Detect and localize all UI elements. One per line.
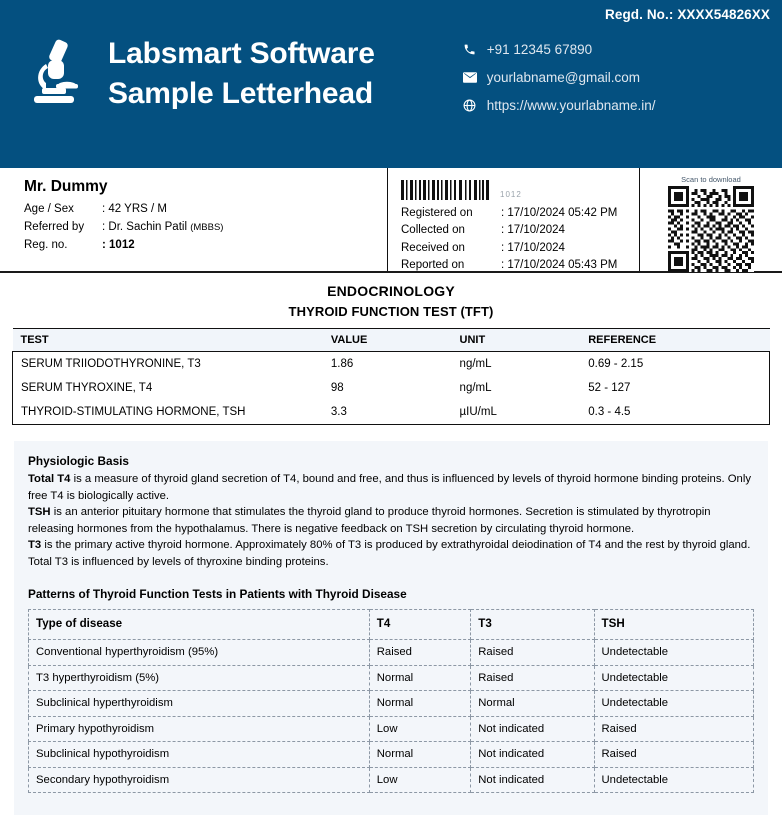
pattern-t3: Not indicated [471, 767, 594, 792]
contact-list [463, 32, 656, 113]
timestamp-value: : 17/10/2024 05:42 PM [501, 207, 618, 219]
patient-field-reg-no [24, 237, 387, 255]
barcode-number: 1012 [500, 190, 522, 199]
results-table-wrap [0, 328, 782, 425]
timestamp-value: : 17/10/2024 [501, 224, 565, 237]
lab-name [108, 32, 375, 113]
table-row [13, 400, 770, 425]
result-unit: µIU/mL [452, 400, 581, 425]
barcode-image [401, 180, 493, 200]
pattern-t3: Raised [471, 665, 594, 690]
table-row [29, 640, 754, 665]
contact-website-text: https://www.yourlabname.in/ [486, 98, 656, 113]
patient-field-value: : 42 YRS / M [102, 203, 167, 215]
patient-field-label: Reg. no. [24, 238, 68, 251]
lab-logo [0, 32, 108, 104]
result-reference: 0.3 - 4.5 [580, 400, 769, 425]
table-row [29, 767, 754, 792]
result-reference: 52 - 127 [580, 376, 769, 400]
note-paragraph-tsh [28, 504, 754, 537]
referring-doctor: : Dr. Sachin Patil [102, 220, 188, 233]
letterhead-header [0, 0, 782, 168]
timestamp-label: Received on [401, 241, 465, 254]
lab-name-line-1: Labsmart Software [108, 37, 375, 70]
patterns-table [28, 609, 754, 793]
result-value: 98 [330, 382, 344, 394]
pattern-disease: Conventional hyperthyroidism (95%) [29, 640, 370, 665]
test-panel-title: THYROID FUNCTION TEST (TFT) [288, 304, 494, 319]
patient-field-referred-by [24, 219, 387, 237]
pattern-t4: Normal [369, 742, 471, 767]
table-row [29, 665, 754, 690]
registration-number: Regd. No.: XXXX54826XX [604, 7, 770, 22]
qr-block [640, 168, 782, 271]
pattern-disease: Primary hypothyroidism [29, 716, 370, 741]
pattern-tsh: Raised [594, 742, 754, 767]
patterns-table-title: Patterns of Thyroid Function Tests in Patients with Thyroid Disease [28, 587, 407, 602]
timestamp-reported [401, 257, 639, 274]
note-paragraph-t4 [28, 471, 754, 504]
sample-timeline [388, 168, 640, 271]
pattern-tsh: Undetectable [594, 640, 754, 665]
patterns-col-t4: T4 [369, 610, 471, 640]
results-col-reference: REFERENCE [580, 329, 769, 352]
physiologic-basis-heading: Physiologic Basis [28, 454, 129, 468]
patient-info-strip [0, 168, 782, 273]
contact-email-text: yourlabname@gmail.com [486, 70, 640, 85]
table-row [29, 691, 754, 716]
table-row [13, 376, 770, 400]
envelope-icon [463, 72, 487, 83]
patient-details [0, 168, 388, 271]
pattern-t4: Raised [369, 640, 471, 665]
contact-phone-text: +91 12345 67890 [486, 42, 593, 57]
table-row [29, 742, 754, 767]
referring-doctor-qualification: (MBBS) [190, 221, 224, 233]
pattern-t4: Low [369, 767, 471, 792]
timestamp-received [401, 240, 639, 257]
patient-field-value: : 1012 [102, 238, 135, 251]
result-test-name: SERUM THYROXINE, T4 [13, 376, 323, 400]
note-text-t3: is the primary active thyroid hormone. Approximately 80% of T3 is produced by extrathyroidal deiodination of T4 and the rest by thyroid gland. Total T3 is influenced by levels of thyroxine binding proteins. [28, 539, 751, 568]
pattern-t3: Not indicated [471, 742, 594, 767]
results-col-unit: UNIT [452, 329, 581, 352]
pattern-t4: Low [369, 716, 471, 741]
results-header-row [13, 329, 770, 352]
note-term-tsh: TSH [28, 506, 51, 519]
contact-website [463, 98, 656, 113]
results-table [12, 328, 770, 425]
results-col-value: VALUE [323, 329, 452, 352]
pattern-t3: Raised [471, 640, 594, 665]
pattern-disease: Subclinical hyperthyroidism [29, 691, 370, 716]
note-term-t3: T3 [28, 539, 42, 552]
result-unit: ng/mL [459, 358, 492, 370]
interpretation-panel [14, 441, 768, 815]
note-text-tsh: is an anterior pituitary hormone that stimulates the thyroid gland to produce thyroid hormones. Secretion is stimulated by thyrotropin releasing hormones from the hypothalamus. There is negative feedback on TSH secretion by circulating thyroid hormone. [28, 506, 711, 535]
pattern-t4: Normal [369, 665, 471, 690]
patient-field-age-sex [24, 201, 387, 219]
result-reference: 0.69 - 2.15 [580, 352, 769, 377]
note-term-total-t4: Total T4 [28, 473, 71, 486]
pattern-tsh: Raised [594, 716, 754, 741]
pattern-disease: Secondary hypothyroidism [29, 767, 370, 792]
timestamp-registered [401, 205, 639, 222]
pattern-disease: Subclinical hypothyroidism [29, 742, 370, 767]
result-test-name: THYROID-STIMULATING HORMONE, TSH [13, 400, 323, 425]
pattern-t4: Normal [369, 691, 471, 716]
pattern-tsh: Undetectable [594, 767, 754, 792]
pattern-t3: Not indicated [471, 716, 594, 741]
globe-icon [463, 99, 487, 112]
pattern-t3: Normal [471, 691, 594, 716]
note-text-total-t4: is a measure of thyroid gland secretion of T4, bound and free, and thus is influenced by levels of thyroid hormone binding proteins. Only free T4 is biologically active. [28, 473, 751, 502]
contact-phone [463, 42, 656, 57]
result-test-name: SERUM TRIIODOTHYRONINE, T3 [13, 352, 323, 377]
timestamp-label: Reported on [401, 258, 465, 271]
result-value: 1.86 [330, 358, 354, 370]
patient-field-label: Referred by [24, 220, 85, 233]
table-row [29, 716, 754, 741]
timestamp-value: : 17/10/2024 05:43 PM [501, 258, 618, 271]
qr-caption: Scan to download [681, 175, 741, 184]
patterns-col-t3: T3 [471, 610, 594, 640]
note-paragraph-t3 [28, 537, 754, 570]
patterns-col-disease: Type of disease [29, 610, 370, 640]
lab-name-line-2: Sample Letterhead [108, 76, 374, 110]
patient-name: Mr. Dummy [24, 178, 108, 195]
table-row [13, 352, 770, 377]
department-title: ENDOCRINOLOGY [327, 283, 455, 299]
patterns-col-tsh: TSH [594, 610, 754, 640]
pattern-tsh: Undetectable [594, 665, 754, 690]
result-value: 3.3 [323, 400, 452, 425]
qr-code-icon[interactable] [640, 186, 782, 272]
contact-email [463, 70, 656, 85]
patient-field-value [102, 219, 223, 237]
patterns-header-row [29, 610, 754, 640]
barcode-block [401, 180, 639, 200]
patient-field-label: Age / Sex [24, 203, 74, 215]
timestamp-label: Registered on [401, 207, 473, 219]
timestamp-collected [401, 222, 639, 239]
microscope-icon [26, 38, 82, 104]
timestamp-value: : 17/10/2024 [501, 241, 565, 254]
result-unit: ng/mL [459, 382, 492, 394]
timestamp-label: Collected on [401, 224, 465, 237]
pattern-tsh: Undetectable [594, 691, 754, 716]
phone-icon [463, 43, 487, 56]
results-col-test: TEST [13, 329, 323, 352]
pattern-disease: T3 hyperthyroidism (5%) [29, 665, 370, 690]
